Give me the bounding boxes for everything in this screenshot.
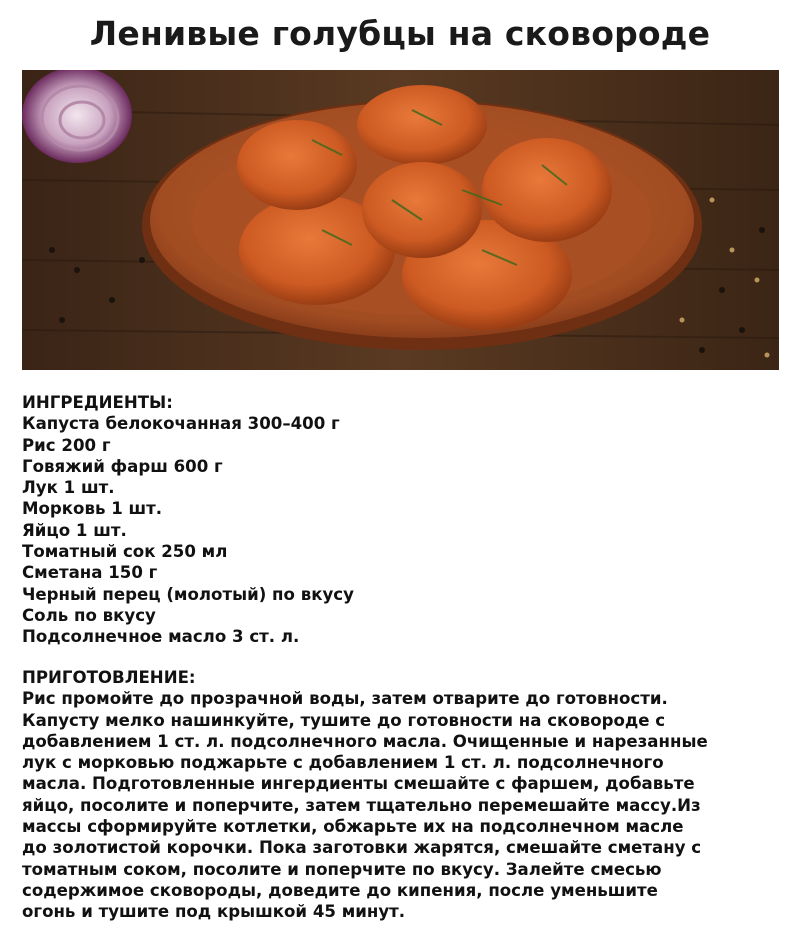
preparation-line: содержимое сковороды, доведите до кипения, после уменьшите <box>22 880 658 900</box>
ingredient-item: Соль по вкусу <box>22 605 156 625</box>
preparation-section <box>22 667 782 923</box>
preparation-line: массы сформируйте котлетки, обжарьте их на подсолнечном масле <box>22 817 684 837</box>
ingredient-item: Сметана 150 г <box>22 563 158 583</box>
ingredient-item: Яйцо 1 шт. <box>22 520 127 540</box>
ingredients-list <box>22 413 782 647</box>
ingredient-item: Томатный сок 250 мл <box>22 542 228 562</box>
dish-photo <box>22 70 779 370</box>
preparation-line: огонь и тушите под крышкой 45 минут. <box>22 902 406 922</box>
preparation-line: добавлением 1 ст. л. подсолнечного масла. Очищенные и нарезанные <box>22 731 708 751</box>
preparation-line: томатным соком, посолите и поперчите по вкусу. Залейте смесью <box>22 859 662 879</box>
preparation-line: лук с морковью поджарьте с добавлением 1 ст. л. подсолнечного <box>22 753 664 773</box>
preparation-line: до золотистой корочки. Пока заготовки жарятся, смешайте сметану с <box>22 838 702 858</box>
ingredients-heading: ИНГРЕДИЕНТЫ: <box>22 393 173 412</box>
ingredient-item: Морковь 1 шт. <box>22 499 163 519</box>
ingredient-item: Рис 200 г <box>22 435 111 455</box>
ingredient-item: Черный перец (молотый) по вкусу <box>22 584 354 604</box>
preparation-line: Рис промойте до прозрачной воды, затем отварите до готовности. <box>22 689 668 709</box>
preparation-line: Капусту мелко нашинкуйте, тушите до готовности на сковороде с <box>22 710 666 730</box>
ingredient-item: Капуста белокочанная 300–400 г <box>22 414 340 434</box>
preparation-heading: ПРИГОТОВЛЕНИЕ: <box>22 668 196 687</box>
preparation-text <box>22 688 782 922</box>
preparation-line: яйцо, посолите и поперчите, затем тщательно перемешайте массу.Из <box>22 795 701 815</box>
ingredient-item: Говяжий фарш 600 г <box>22 456 223 476</box>
preparation-line: масла. Подготовленные ингердиенты смешайте с фаршем, добавьте <box>22 774 695 794</box>
page-title: Ленивые голубцы на сковороде <box>89 14 711 53</box>
ingredients-section <box>22 392 782 648</box>
ingredient-item: Лук 1 шт. <box>22 478 115 498</box>
ingredient-item: Подсолнечное масло 3 ст. л. <box>22 627 300 647</box>
